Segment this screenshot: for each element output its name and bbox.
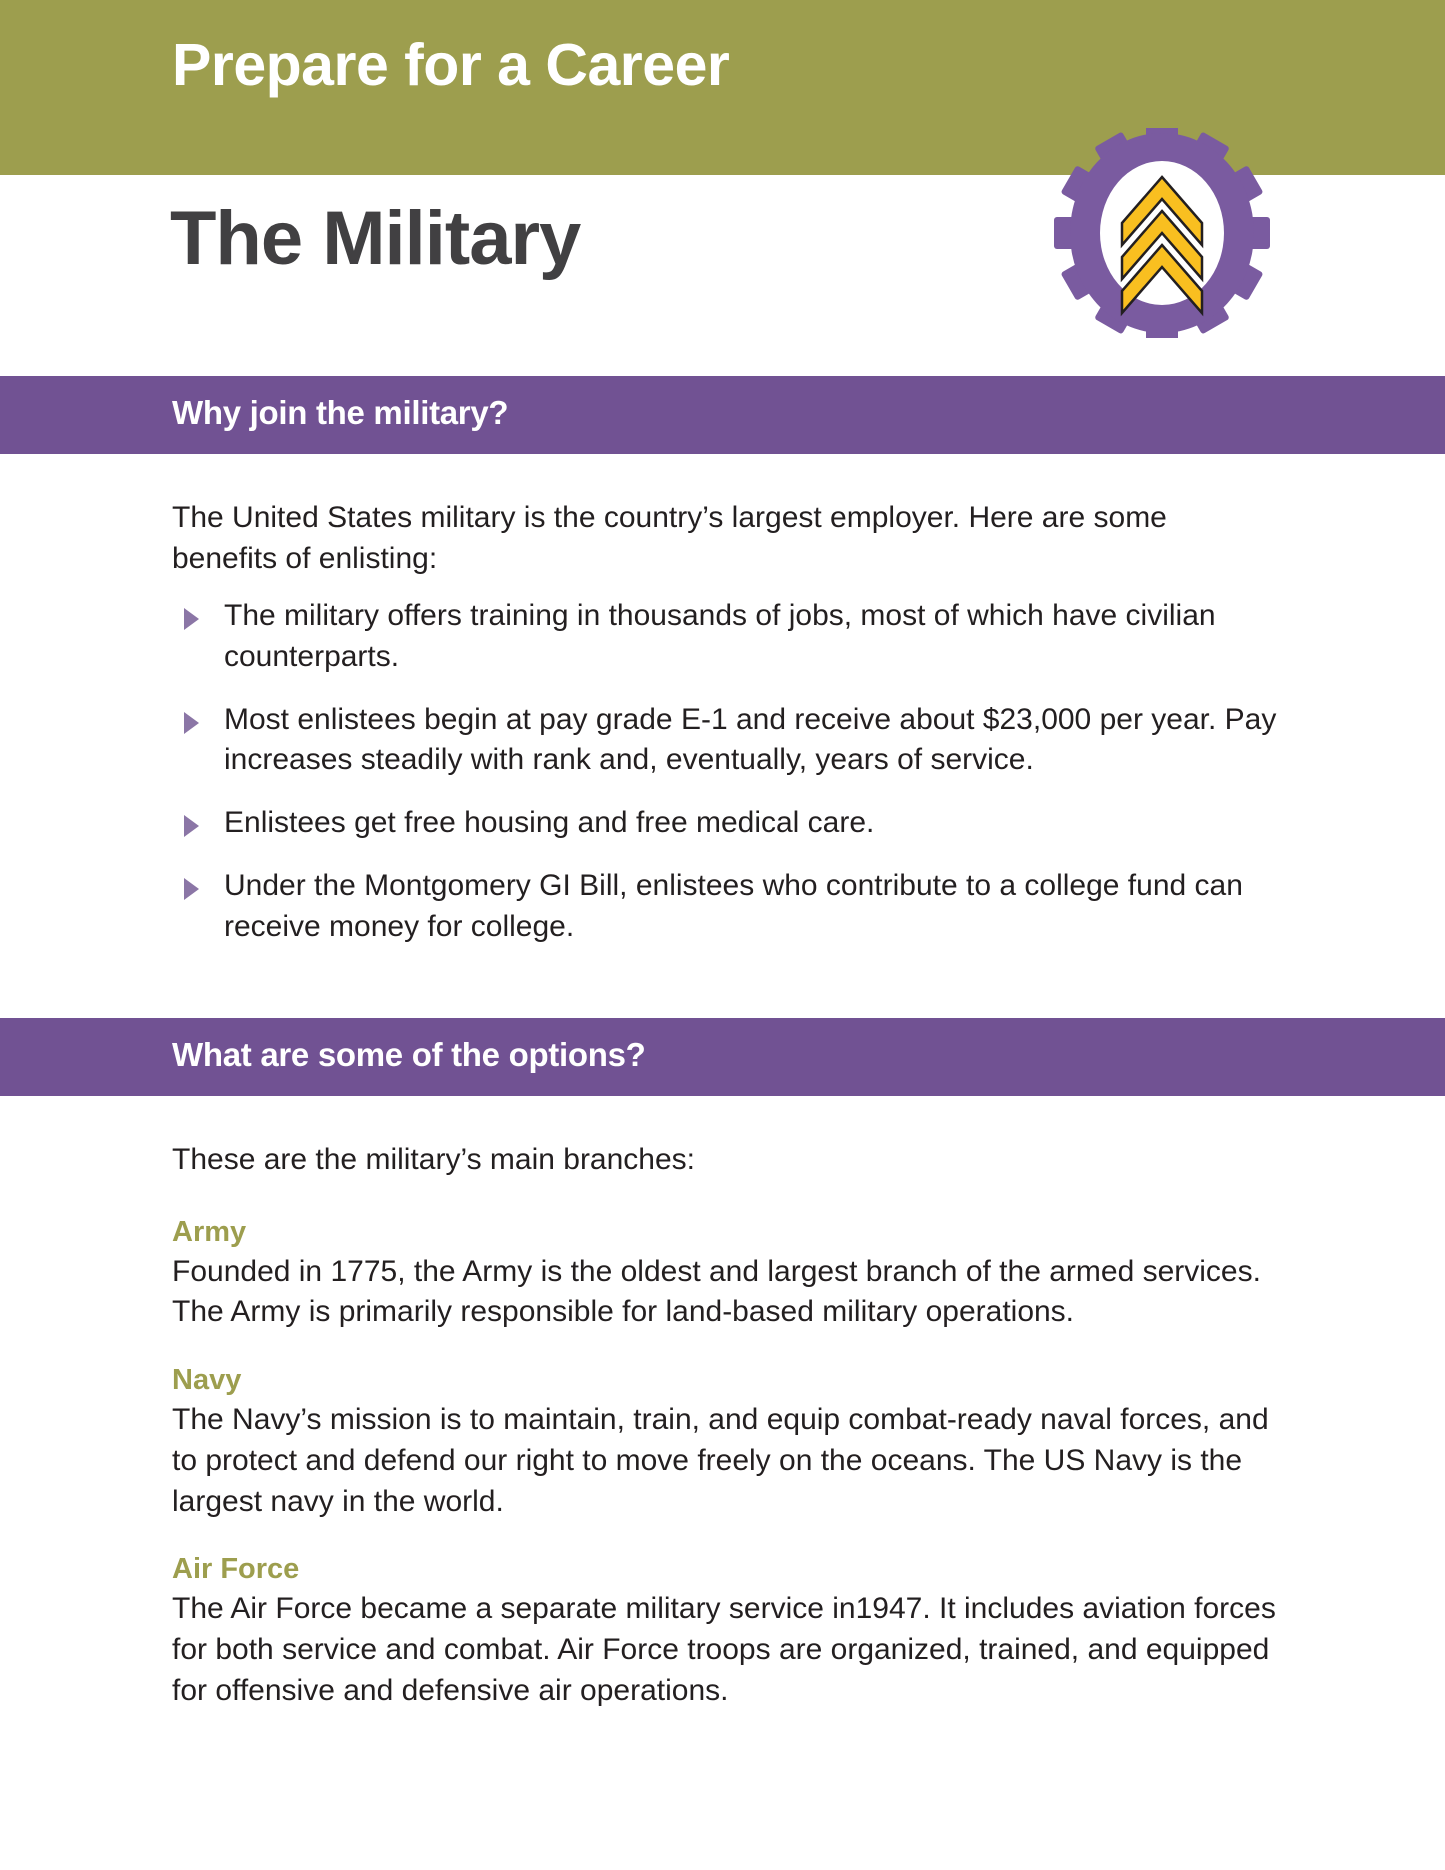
branch-navy <box>172 1363 1282 1522</box>
triangle-bullet-icon <box>184 712 199 734</box>
list-item <box>172 700 1277 782</box>
list-item <box>172 596 1277 678</box>
list-item <box>172 803 1277 844</box>
section-header-why-join <box>0 376 1445 454</box>
page-title: The Military <box>170 196 581 281</box>
branches-section <box>172 1140 1282 1712</box>
benefits-list <box>172 596 1277 948</box>
section-header-options <box>0 1018 1445 1096</box>
branch-air-force <box>172 1552 1282 1711</box>
triangle-bullet-icon <box>184 815 199 837</box>
list-item <box>172 866 1277 948</box>
branch-description: The Air Force became a separate military service in1947. It includes aviation forces for both service and combat. Air Force troops are organized, trained, and equipped for offensive and defensive air operations. <box>172 1592 1276 1707</box>
branch-name: Navy <box>172 1364 242 1397</box>
gear-chevron-insignia-icon <box>1042 128 1282 338</box>
list-item-text: The military offers training in thousands of jobs, most of which have civilian counterparts. <box>224 599 1216 673</box>
section-header-label: What are some of the options? <box>172 1036 646 1073</box>
list-item-text: Most enlistees begin at pay grade E-1 and receive about $23,000 per year. Pay increases steadily with rank and, eventually, years of service. <box>224 702 1277 777</box>
triangle-bullet-icon <box>184 608 199 630</box>
branches-lead-paragraph: These are the military’s main branches: <box>172 1143 696 1176</box>
list-item-text: Under the Montgomery GI Bill, enlistees who contribute to a college fund can receive money for college. <box>224 868 1243 943</box>
triangle-bullet-icon <box>184 878 199 900</box>
branch-army <box>172 1215 1282 1333</box>
branch-name: Air Force <box>172 1553 300 1586</box>
list-item-text: Enlistees get free housing and free medical care. <box>224 806 875 840</box>
branch-name: Army <box>172 1215 247 1248</box>
branch-description: Founded in 1775, the Army is the oldest and largest branch of the armed services. The Army is primarily responsible for land-based military operations. <box>172 1254 1261 1329</box>
section-header-label: Why join the military? <box>172 394 509 431</box>
kicker-title: Prepare for a Career <box>172 32 730 98</box>
intro-paragraph: The United States military is the country’s largest employer. Here are some benefits of enlisting: <box>172 501 1167 575</box>
branch-description: The Navy’s mission is to maintain, train, and equip combat-ready naval forces, and to protect and defend our right to move freely on the oceans. The US Navy is the largest navy in the world. <box>172 1402 1269 1518</box>
